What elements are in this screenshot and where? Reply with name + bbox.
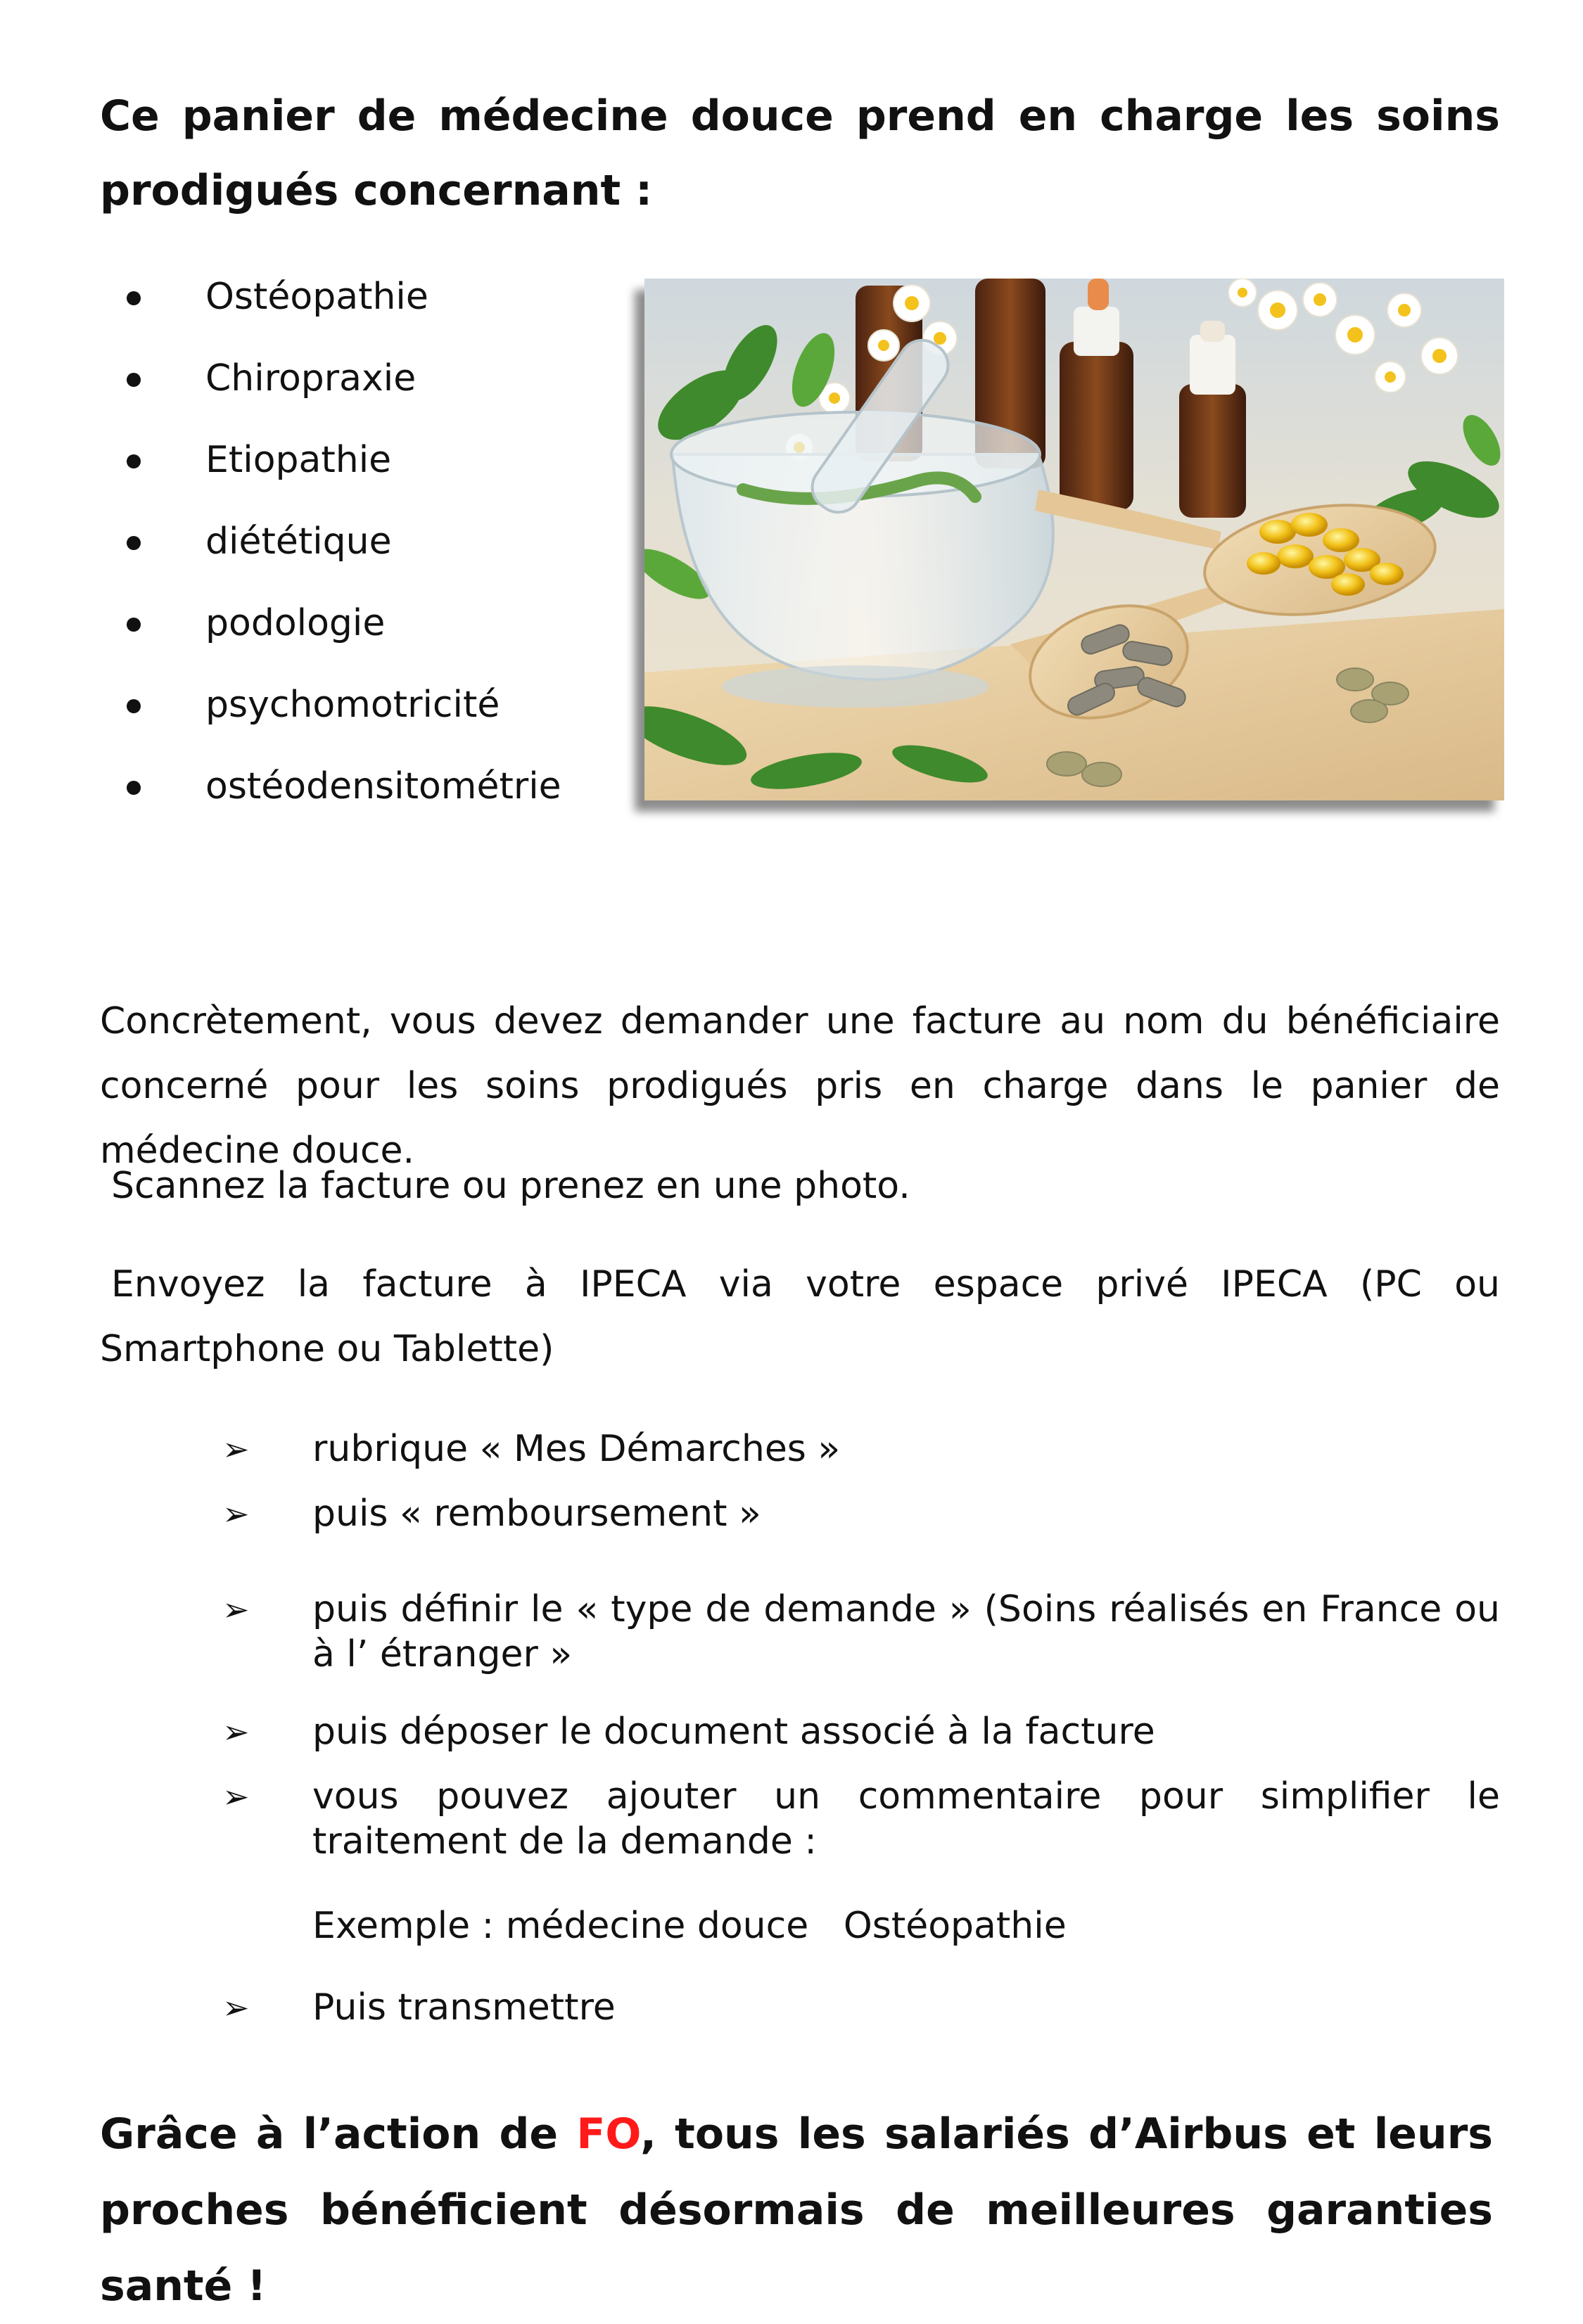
bullet-icon <box>127 536 141 550</box>
instructions-paragraph: Concrètement, vous devez demander une facture au nom du bénéficiaire concerné pour les soins prodigués pris en charge dans le panier de médecine douce. <box>100 1000 1500 1172</box>
arrow-bullet-icon: ➢ <box>222 1777 250 1815</box>
step-text: rubrique « Mes Démarches » <box>312 1428 841 1470</box>
bullet-icon <box>127 291 141 305</box>
page-title: Ce panier de médecine douce prend en charge les soins prodigués concernant : <box>100 91 1500 215</box>
example-line <box>312 1903 1067 1948</box>
list-item-label: podologie <box>205 602 386 644</box>
list-item-label: Chiropraxie <box>205 357 417 400</box>
arrow-bullet-icon: ➢ <box>222 1590 250 1628</box>
example-value: Ostéopathie <box>843 1905 1067 1947</box>
list-item-label: ostéodensitométrie <box>205 765 561 807</box>
step-text: puis « remboursement » <box>312 1493 761 1535</box>
step-text: Puis transmettre <box>312 1986 616 2029</box>
herbal-medicine-photo <box>644 279 1504 800</box>
send-paragraph: Envoyez la facture à IPECA via votre espace privé IPECA (PC ou Smartphone ou Tablette) <box>100 1263 1500 1370</box>
arrow-bullet-icon: ➢ <box>222 1713 250 1751</box>
list-item-label: psychomotricité <box>205 684 500 726</box>
example-label: Exemple : médecine douce <box>312 1905 809 1947</box>
step-text: puis déposer le document associé à la facture <box>312 1711 1155 1753</box>
scan-paragraph: Scannez la facture ou prenez en une photo. <box>111 1165 910 1207</box>
step-text: vous pouvez ajouter un commentaire pour simplifier le traitement de la demande : <box>312 1775 1500 1863</box>
list-item-label: diététique <box>205 521 392 563</box>
list-item-label: Ostéopathie <box>205 276 428 318</box>
closing-statement <box>100 2096 1493 2324</box>
bullet-icon <box>127 373 141 387</box>
bullet-icon <box>127 618 141 632</box>
step-text: puis définir le « type de demande » (Soins réalisés en France ou à l’ étranger » <box>312 1588 1500 1675</box>
fo-highlight: FO <box>576 2109 641 2159</box>
closing-text-end: , tous les salariés d’Airbus et leurs proches bénéficient désormais de meilleures garanties santé ! <box>100 2109 1493 2311</box>
bullet-icon <box>127 699 141 713</box>
arrow-bullet-icon: ➢ <box>222 1988 250 2026</box>
bullet-icon <box>127 454 141 468</box>
arrow-bullet-icon: ➢ <box>222 1430 250 1468</box>
closing-text-start: Grâce à l’action de <box>100 2109 577 2159</box>
arrow-bullet-icon: ➢ <box>222 1495 250 1533</box>
herbal-medicine-photo-icon <box>644 279 1504 800</box>
list-item-label: Etiopathie <box>205 439 392 481</box>
bullet-icon <box>127 781 141 795</box>
